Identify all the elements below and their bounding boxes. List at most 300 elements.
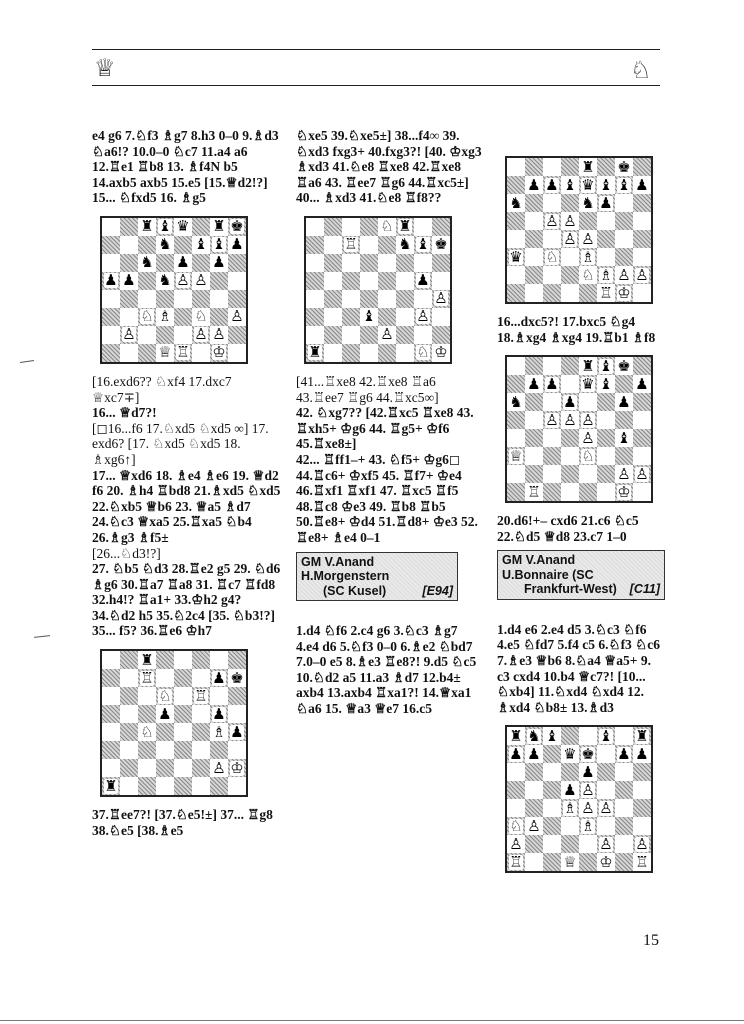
board-square bbox=[579, 212, 597, 230]
board-square bbox=[192, 218, 210, 236]
board-square bbox=[561, 357, 579, 375]
board-square bbox=[597, 158, 615, 176]
board-square bbox=[579, 799, 597, 817]
board-square bbox=[561, 158, 579, 176]
board-square bbox=[342, 236, 360, 254]
board-square bbox=[561, 465, 579, 483]
board-square bbox=[396, 290, 414, 308]
board-square bbox=[597, 248, 615, 266]
board-square bbox=[633, 853, 651, 871]
chess-piece-icon: ♜ bbox=[212, 217, 226, 236]
chess-piece-icon: ♛ bbox=[581, 175, 595, 194]
board-square bbox=[228, 272, 246, 290]
board-square bbox=[579, 465, 597, 483]
board-square bbox=[360, 218, 378, 236]
board-square bbox=[414, 254, 432, 272]
board-square bbox=[174, 687, 192, 705]
board-square bbox=[210, 723, 228, 741]
board-square bbox=[360, 254, 378, 272]
board-square bbox=[210, 218, 228, 236]
board-square bbox=[414, 308, 432, 326]
board-square bbox=[525, 727, 543, 745]
board-square bbox=[525, 799, 543, 817]
board-square bbox=[378, 308, 396, 326]
chess-piece-icon: ♙ bbox=[545, 211, 559, 230]
chess-piece-icon: ♕ bbox=[563, 852, 577, 871]
board-square bbox=[102, 687, 120, 705]
board-square bbox=[228, 254, 246, 272]
board-square bbox=[525, 248, 543, 266]
board-square bbox=[228, 723, 246, 741]
chess-piece-icon: ♟ bbox=[563, 392, 577, 411]
board-square bbox=[174, 236, 192, 254]
board-square bbox=[633, 158, 651, 176]
board-square bbox=[615, 853, 633, 871]
board-square bbox=[156, 651, 174, 669]
board-square bbox=[174, 741, 192, 759]
board-square bbox=[507, 393, 525, 411]
game-header bbox=[497, 550, 665, 600]
board-square bbox=[174, 290, 192, 308]
board-square bbox=[579, 429, 597, 447]
board-square bbox=[615, 230, 633, 248]
board-square bbox=[192, 669, 210, 687]
board-square bbox=[432, 236, 450, 254]
chess-piece-icon: ♜ bbox=[140, 217, 154, 236]
black-player: H.Morgenstern bbox=[301, 569, 390, 583]
page-number: 15 bbox=[643, 932, 659, 949]
board-square bbox=[324, 344, 342, 362]
chess-piece-icon: ♟ bbox=[509, 744, 523, 763]
board-square bbox=[615, 429, 633, 447]
board-square bbox=[174, 326, 192, 344]
chess-piece-icon: ♙ bbox=[416, 307, 430, 326]
white-player: GM V.Anand bbox=[502, 553, 576, 568]
chess-piece-icon: ♟ bbox=[212, 668, 226, 687]
board-square bbox=[102, 759, 120, 777]
board-square bbox=[120, 759, 138, 777]
chess-piece-icon: ♝ bbox=[362, 307, 376, 326]
board-square bbox=[414, 344, 432, 362]
board-square bbox=[507, 357, 525, 375]
board-square bbox=[120, 741, 138, 759]
board-square bbox=[120, 308, 138, 326]
chess-diagram bbox=[304, 216, 452, 364]
move-text: ♘xe5 39.♘xe5±] 38...f4∞ 39. ♘xd3 fxg3+ 40.fxg3?! [40. ♔xg3 ♗xd3 41.♘e8 ♖xe8 42.♖xe8 ♖a6 43. ♖ee7 ♖g6 44.♖xc5±] 40... ♗xd3 41.♘e8 ♖f8?? bbox=[296, 128, 482, 206]
board-square bbox=[138, 669, 156, 687]
board-square bbox=[342, 290, 360, 308]
board-square bbox=[525, 447, 543, 465]
board-square bbox=[525, 835, 543, 853]
board-square bbox=[579, 375, 597, 393]
board-square bbox=[507, 375, 525, 393]
chess-piece-icon: ♜ bbox=[635, 726, 649, 745]
white-player: GM V.Anand bbox=[301, 554, 375, 569]
chess-piece-icon: ♘ bbox=[140, 307, 154, 326]
board-square bbox=[174, 669, 192, 687]
chess-piece-icon: ♖ bbox=[635, 852, 649, 871]
board-square bbox=[324, 272, 342, 290]
chess-piece-icon: ♘ bbox=[194, 307, 208, 326]
chess-piece-icon: ♙ bbox=[563, 410, 577, 429]
chess-piece-icon: ♗ bbox=[581, 816, 595, 835]
chess-piece-icon: ♖ bbox=[344, 235, 358, 254]
chess-piece-icon: ♟ bbox=[527, 374, 541, 393]
board-square bbox=[579, 230, 597, 248]
board-square bbox=[306, 254, 324, 272]
board-square bbox=[360, 272, 378, 290]
board-square bbox=[210, 290, 228, 308]
chess-piece-icon: ♞ bbox=[158, 271, 172, 290]
club-name: (SC Kusel) bbox=[323, 583, 387, 598]
board-square bbox=[579, 835, 597, 853]
board-square bbox=[543, 835, 561, 853]
board-square bbox=[507, 781, 525, 799]
board-square bbox=[561, 781, 579, 799]
board-square bbox=[396, 326, 414, 344]
chess-piece-icon: ♟ bbox=[230, 235, 244, 254]
chess-piece-icon: ♙ bbox=[581, 229, 595, 248]
board-square bbox=[507, 266, 525, 284]
board-square bbox=[156, 236, 174, 254]
board-square bbox=[120, 254, 138, 272]
board-square bbox=[615, 375, 633, 393]
board-square bbox=[156, 326, 174, 344]
board-square bbox=[396, 272, 414, 290]
board-square bbox=[228, 344, 246, 362]
chess-piece-icon: ♙ bbox=[635, 464, 649, 483]
chess-piece-icon: ♙ bbox=[635, 265, 649, 284]
chess-piece-icon: ♔ bbox=[617, 283, 631, 302]
board-square bbox=[102, 777, 120, 795]
move-text: 20.d6!+– cxd6 21.c6 ♘c5 22.♘d5 ♕d8 23.c7 1–0 bbox=[497, 513, 639, 544]
board-square bbox=[525, 393, 543, 411]
chess-piece-icon: ♙ bbox=[563, 211, 577, 230]
board-square bbox=[102, 705, 120, 723]
board-square bbox=[120, 236, 138, 254]
board-square bbox=[543, 393, 561, 411]
board-square bbox=[579, 266, 597, 284]
chess-piece-icon: ♘ bbox=[581, 446, 595, 465]
board-square bbox=[525, 375, 543, 393]
board-square bbox=[561, 266, 579, 284]
board-square bbox=[633, 230, 651, 248]
board-square bbox=[525, 230, 543, 248]
chess-piece-icon: ♚ bbox=[434, 235, 448, 254]
chess-piece-icon: ♗ bbox=[563, 798, 577, 817]
board-square bbox=[507, 727, 525, 745]
board-square bbox=[507, 429, 525, 447]
board-square bbox=[156, 272, 174, 290]
board-square bbox=[543, 745, 561, 763]
chess-piece-icon: ♙ bbox=[212, 758, 226, 777]
board-square bbox=[579, 483, 597, 501]
chess-piece-icon: ♞ bbox=[527, 726, 541, 745]
board-square bbox=[561, 763, 579, 781]
chess-piece-icon: ♛ bbox=[563, 744, 577, 763]
board-square bbox=[561, 745, 579, 763]
chess-piece-icon: ♙ bbox=[545, 410, 559, 429]
board-square bbox=[210, 326, 228, 344]
chess-piece-icon: ♙ bbox=[581, 780, 595, 799]
board-square bbox=[156, 290, 174, 308]
board-square bbox=[102, 272, 120, 290]
board-square bbox=[138, 705, 156, 723]
chess-piece-icon: ♞ bbox=[509, 392, 523, 411]
board-square bbox=[561, 375, 579, 393]
board-square bbox=[633, 447, 651, 465]
board-square bbox=[174, 723, 192, 741]
board-square bbox=[102, 723, 120, 741]
board-square bbox=[192, 272, 210, 290]
board-square bbox=[525, 763, 543, 781]
board-square bbox=[543, 284, 561, 302]
board-square bbox=[324, 254, 342, 272]
board-square bbox=[633, 835, 651, 853]
chess-piece-icon: ♚ bbox=[581, 744, 595, 763]
board-square bbox=[597, 763, 615, 781]
move-text: 17... ♕xd6 18. ♗e4 ♗e6 19. ♕d2 f6 20. ♗h4 ♖bd8 21.♗xd5 ♘xd5 22.♘xb5 ♕b6 23. ♕a5 ♗d7 24.♘c3 ♕xa5 25.♖xa5 ♘b4 26.♗g3 ♗f5± bbox=[92, 467, 281, 545]
board-square bbox=[543, 158, 561, 176]
chess-diagram bbox=[505, 156, 653, 304]
knight-icon: ♘ bbox=[630, 56, 652, 84]
board-square bbox=[396, 236, 414, 254]
board-square bbox=[414, 272, 432, 290]
board-square bbox=[525, 483, 543, 501]
board-square bbox=[192, 254, 210, 272]
board-square bbox=[507, 248, 525, 266]
board-square bbox=[615, 835, 633, 853]
chess-piece-icon: ♗ bbox=[212, 722, 226, 741]
move-text: 1.d4 e6 2.e4 d5 3.♘c3 ♘f6 4.e5 ♘fd7 5.f4 c5 6.♘f3 ♘c6 7.♗e3 ♕b6 8.♘a4 ♕a5+ 9. c3 cxd4 10.b4 ♕c7?! [10... ♘xb4] 11.♘xd4 ♘xd4 12. ♗xd4 ♘b8± 13.♗d3 bbox=[497, 621, 661, 715]
chess-piece-icon: ♜ bbox=[509, 726, 523, 745]
chess-piece-icon: ♝ bbox=[194, 235, 208, 254]
board-square bbox=[543, 465, 561, 483]
board-square bbox=[543, 411, 561, 429]
chess-piece-icon: ♙ bbox=[230, 307, 244, 326]
board-square bbox=[210, 651, 228, 669]
chess-piece-icon: ♞ bbox=[140, 253, 154, 272]
board-square bbox=[633, 393, 651, 411]
board-square bbox=[228, 218, 246, 236]
board-square bbox=[633, 817, 651, 835]
board-square bbox=[228, 777, 246, 795]
column-3 bbox=[497, 146, 662, 883]
board-square bbox=[507, 284, 525, 302]
board-square bbox=[378, 344, 396, 362]
board-square bbox=[102, 741, 120, 759]
board-square bbox=[174, 705, 192, 723]
chess-piece-icon: ♝ bbox=[416, 235, 430, 254]
board-square bbox=[597, 429, 615, 447]
board-square bbox=[138, 218, 156, 236]
board-square bbox=[543, 194, 561, 212]
chess-piece-icon: ♟ bbox=[527, 744, 541, 763]
board-square bbox=[174, 777, 192, 795]
board-square bbox=[228, 308, 246, 326]
board-square bbox=[102, 326, 120, 344]
chess-piece-icon: ♖ bbox=[140, 668, 154, 687]
chess-piece-icon: ♙ bbox=[581, 410, 595, 429]
board-square bbox=[342, 326, 360, 344]
board-square bbox=[342, 272, 360, 290]
board-square bbox=[615, 357, 633, 375]
board-square bbox=[156, 705, 174, 723]
chess-piece-icon: ♟ bbox=[527, 175, 541, 194]
board-square bbox=[525, 853, 543, 871]
board-square bbox=[378, 272, 396, 290]
chess-piece-icon: ♛ bbox=[176, 217, 190, 236]
board-square bbox=[597, 745, 615, 763]
board-square bbox=[102, 236, 120, 254]
board-square bbox=[615, 483, 633, 501]
move-text: 1.d4 ♘f6 2.c4 g6 3.♘c3 ♗g7 4.e4 d6 5.♘f3 0–0 6.♗e2 ♘bd7 7.0–0 e5 8.♗e3 ♖e8?! 9.d5 ♘c5 10.♘d2 a5 11.a3 ♗d7 12.b4± axb4 13.axb4 ♖xa1?! 14.♕xa1 ♘a6 15. ♕a3 ♕e7 16.c5 bbox=[296, 623, 477, 716]
board-square bbox=[561, 393, 579, 411]
chess-piece-icon: ♔ bbox=[212, 343, 226, 362]
chess-piece-icon: ♞ bbox=[398, 235, 412, 254]
chess-piece-icon: ♟ bbox=[212, 253, 226, 272]
eco-code: [C11] bbox=[629, 582, 660, 597]
board-square bbox=[543, 763, 561, 781]
chess-piece-icon: ♝ bbox=[158, 217, 172, 236]
board-square bbox=[138, 290, 156, 308]
chess-piece-icon: ♛ bbox=[581, 374, 595, 393]
chess-piece-icon: ♟ bbox=[545, 175, 559, 194]
chess-piece-icon: ♙ bbox=[122, 325, 136, 344]
board-square bbox=[138, 741, 156, 759]
board-square bbox=[324, 326, 342, 344]
board-square bbox=[120, 218, 138, 236]
chess-board bbox=[100, 649, 248, 797]
board-square bbox=[120, 669, 138, 687]
board-square bbox=[597, 465, 615, 483]
board-square bbox=[378, 236, 396, 254]
chess-piece-icon: ♘ bbox=[416, 343, 430, 362]
board-square bbox=[192, 723, 210, 741]
annotation-text: [◻16...f6 17.♘xd5 ♘xd5 ∞] 17. exd6? [17. ♘xd5 ♘xd5 18. ♗xg6↑] bbox=[92, 420, 269, 467]
board-square bbox=[615, 393, 633, 411]
board-square bbox=[579, 176, 597, 194]
board-square bbox=[138, 254, 156, 272]
board-square bbox=[120, 705, 138, 723]
annotation-text: [16.exd6?? ♘xf4 17.dxc7 ♕xc7∓] bbox=[92, 373, 232, 405]
board-square bbox=[210, 236, 228, 254]
move-text: 16...dxc5?! 17.bxc5 ♘g4 18.♗xg4 ♗xg4 19.♖b1 ♗f8 bbox=[497, 314, 656, 345]
chess-board bbox=[505, 725, 653, 873]
board-square bbox=[138, 236, 156, 254]
board-square bbox=[102, 218, 120, 236]
board-square bbox=[615, 158, 633, 176]
margin-mark bbox=[34, 635, 50, 638]
chess-piece-icon: ♙ bbox=[599, 834, 613, 853]
chess-piece-icon: ♙ bbox=[581, 428, 595, 447]
board-square bbox=[579, 745, 597, 763]
board-square bbox=[306, 326, 324, 344]
board-square bbox=[210, 759, 228, 777]
board-square bbox=[597, 781, 615, 799]
chess-diagram bbox=[505, 355, 653, 503]
board-square bbox=[138, 326, 156, 344]
board-square bbox=[192, 705, 210, 723]
board-square bbox=[633, 176, 651, 194]
board-square bbox=[342, 308, 360, 326]
board-square bbox=[192, 344, 210, 362]
board-square bbox=[543, 357, 561, 375]
board-square bbox=[228, 651, 246, 669]
board-square bbox=[525, 212, 543, 230]
chess-piece-icon: ♖ bbox=[527, 482, 541, 501]
board-square bbox=[102, 308, 120, 326]
board-square bbox=[597, 853, 615, 871]
board-square bbox=[561, 284, 579, 302]
board-square bbox=[543, 447, 561, 465]
board-square bbox=[174, 218, 192, 236]
board-square bbox=[378, 218, 396, 236]
chess-piece-icon: ♟ bbox=[635, 175, 649, 194]
board-square bbox=[378, 254, 396, 272]
board-square bbox=[543, 727, 561, 745]
board-square bbox=[633, 727, 651, 745]
board-square bbox=[120, 344, 138, 362]
board-square bbox=[342, 254, 360, 272]
board-square bbox=[561, 727, 579, 745]
board-square bbox=[342, 218, 360, 236]
board-square bbox=[615, 194, 633, 212]
board-square bbox=[120, 687, 138, 705]
board-square bbox=[507, 176, 525, 194]
board-square bbox=[525, 194, 543, 212]
chess-piece-icon: ♙ bbox=[194, 325, 208, 344]
board-square bbox=[102, 651, 120, 669]
board-square bbox=[561, 194, 579, 212]
board-square bbox=[597, 447, 615, 465]
board-square bbox=[579, 817, 597, 835]
chess-board bbox=[100, 216, 248, 364]
column-2 bbox=[296, 128, 482, 717]
board-square bbox=[543, 212, 561, 230]
board-square bbox=[597, 230, 615, 248]
board-square bbox=[306, 218, 324, 236]
chess-piece-icon: ♙ bbox=[635, 834, 649, 853]
chess-piece-icon: ♙ bbox=[617, 265, 631, 284]
board-square bbox=[597, 284, 615, 302]
board-square bbox=[432, 344, 450, 362]
board-square bbox=[342, 344, 360, 362]
board-square bbox=[156, 723, 174, 741]
board-square bbox=[543, 853, 561, 871]
board-square bbox=[597, 799, 615, 817]
board-square bbox=[210, 741, 228, 759]
board-square bbox=[507, 817, 525, 835]
board-square bbox=[210, 705, 228, 723]
board-square bbox=[561, 483, 579, 501]
board-square bbox=[102, 669, 120, 687]
chess-piece-icon: ♟ bbox=[635, 374, 649, 393]
board-square bbox=[192, 290, 210, 308]
board-square bbox=[561, 230, 579, 248]
chess-board bbox=[505, 355, 653, 503]
board-square bbox=[525, 465, 543, 483]
board-square bbox=[210, 777, 228, 795]
chess-piece-icon: ♝ bbox=[599, 726, 613, 745]
board-square bbox=[306, 308, 324, 326]
board-square bbox=[597, 357, 615, 375]
board-square bbox=[228, 236, 246, 254]
chess-piece-icon: ♙ bbox=[599, 798, 613, 817]
chess-piece-icon: ♚ bbox=[617, 356, 631, 375]
board-square bbox=[156, 741, 174, 759]
board-square bbox=[120, 272, 138, 290]
